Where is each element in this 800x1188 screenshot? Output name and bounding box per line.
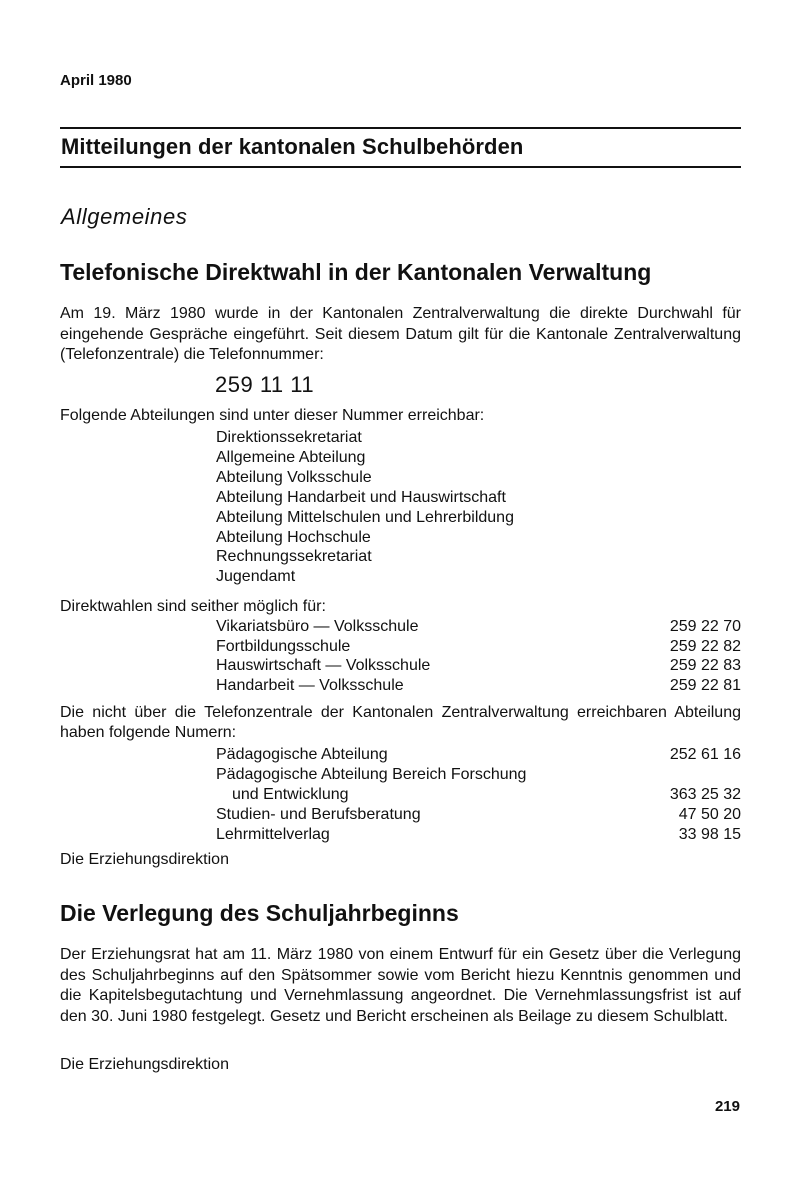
section-title: Mitteilungen der kantonalen Schulbehörden [61, 134, 524, 159]
direct-entry-name: Handarbeit — Volksschule [216, 677, 404, 694]
direct-intro: Direktwahlen sind seither möglich für: [60, 598, 326, 615]
header-date: April 1980 [60, 72, 132, 89]
bottom-rule [60, 166, 741, 168]
subsection-title: Allgemeines [61, 204, 188, 229]
other-entry-number: 33 98 15 [678, 826, 741, 843]
top-rule [60, 127, 741, 129]
department-item: Abteilung Mittelschulen und Lehrerbildung [216, 509, 514, 526]
department-item: Abteilung Volksschule [216, 469, 372, 486]
other-entry-name: Lehrmittelverlag [216, 826, 330, 843]
other-intro: Die nicht über die Telefonzentrale der Kantonalen Zentralverwaltung erreichbaren Abteilung haben folgende Numern: [60, 704, 741, 741]
other-entry-name: Pädagogische Abteilung Bereich Forschung [216, 766, 527, 783]
department-item: Abteilung Hochschule [216, 529, 371, 546]
direct-entry-number: 259 22 81 [669, 677, 741, 694]
article2-signature: Die Erziehungsdirektion [60, 1056, 229, 1073]
other-entry-number: 47 50 20 [678, 806, 741, 823]
direct-entry-name: Fortbildungsschule [216, 638, 351, 655]
direct-entry-number: 259 22 83 [669, 657, 741, 674]
article2-body: Der Erziehungsrat hat am 11. März 1980 von einem Entwurf für ein Gesetz über die Verlegung des Schuljahrbeginns auf den Spätsommer sowie vom Bericht hiezu Kenntnis genommen und die Kapitelsbegutachtung und Vernehmlassung angeordnet. Die Vernehmlassungsfrist ist auf den 30. Juni 1980 festgelegt. Gesetz und Bericht erscheinen als Beilage zu diesem Schulblatt. [60, 946, 741, 1025]
other-entry-name: Pädagogische Abteilung [216, 746, 388, 763]
department-item: Rechnungssekretariat [216, 548, 372, 565]
direct-entry-number: 259 22 70 [669, 618, 741, 635]
direct-entry-name: Vikariatsbüro — Volksschule [216, 618, 419, 635]
article1-intro: Am 19. März 1980 wurde in der Kantonalen Zentralverwaltung die direkte Durchwahl für eingehende Gespräche eingeführt. Seit diesem Datum gilt für die Kantonale Zentralverwaltung (Telefonzentrale) die Telefonnummer: [60, 305, 741, 363]
article1-signature: Die Erziehungsdirektion [60, 851, 229, 868]
department-item: Direktionssekretariat [216, 429, 362, 446]
page-number: 219 [714, 1098, 740, 1115]
other-entry-number: 363 25 32 [669, 786, 741, 803]
other-entry-name-cont: und Entwicklung [232, 786, 349, 803]
department-item: Allgemeine Abteilung [216, 449, 366, 466]
department-item: Jugendamt [216, 568, 296, 585]
other-entry-name: Studien- und Berufsberatung [216, 806, 421, 823]
main-phone-number: 259 11 11 [215, 372, 315, 397]
direct-entry-number: 259 22 82 [669, 638, 741, 655]
other-entry-number: 252 61 16 [669, 746, 741, 763]
article1-title: Telefonische Direktwahl in der Kantonalen Verwaltung [60, 259, 652, 285]
direct-entry-name: Hauswirtschaft — Volksschule [216, 657, 431, 674]
departments-intro: Folgende Abteilungen sind unter dieser Nummer erreichbar: [60, 407, 485, 424]
article2-title: Die Verlegung des Schuljahrbeginns [60, 900, 459, 926]
department-item: Abteilung Handarbeit und Hauswirtschaft [216, 489, 506, 506]
